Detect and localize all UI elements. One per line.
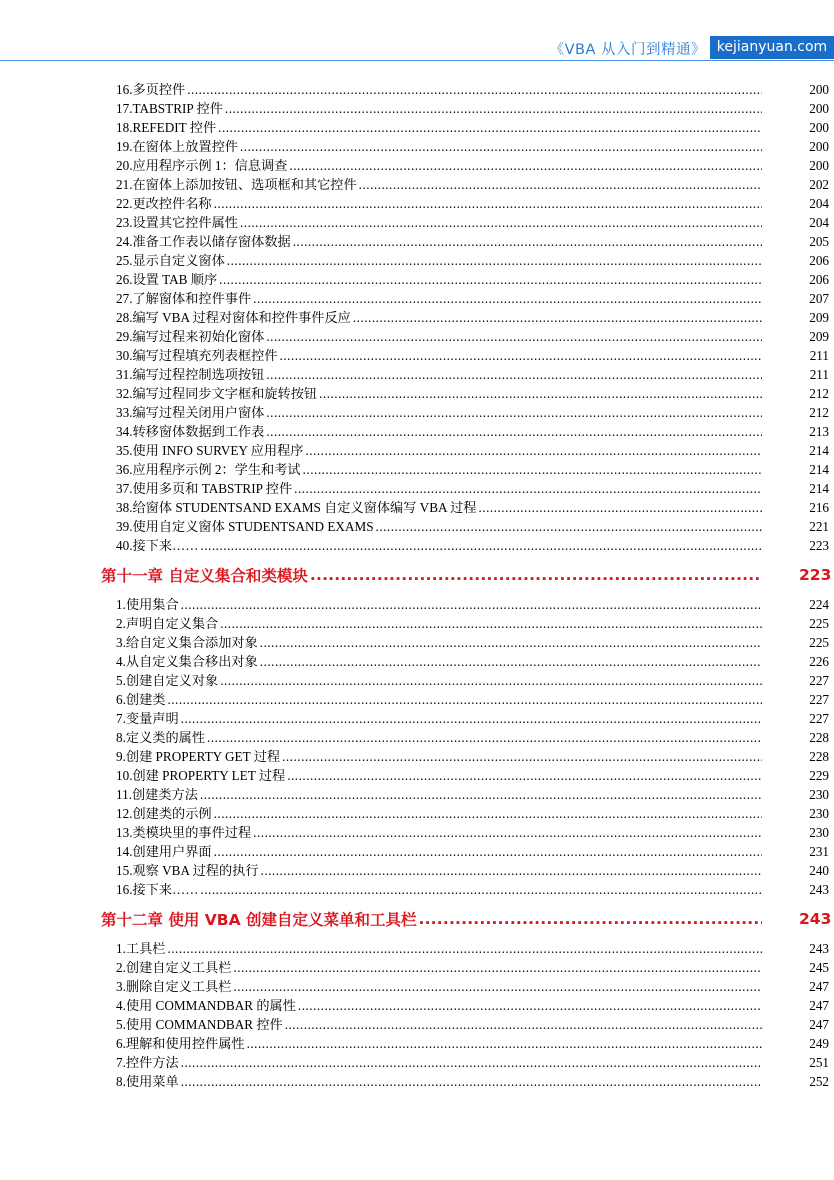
chapter-title: 第十一章 自定义集合和类模块 bbox=[101, 567, 308, 585]
leader-dots bbox=[220, 671, 762, 690]
leader-dots bbox=[353, 308, 762, 327]
toc-entry[interactable] bbox=[0, 517, 834, 536]
toc-entry[interactable] bbox=[0, 80, 834, 99]
header-divider bbox=[0, 60, 834, 61]
entry-page: 243 bbox=[809, 882, 829, 897]
toc-entry[interactable] bbox=[0, 441, 834, 460]
entry-page: 212 bbox=[809, 405, 829, 420]
entry-title: 39.使用自定义窗体 STUDENTSAND EXAMS bbox=[116, 519, 374, 534]
entry-page: 243 bbox=[809, 941, 829, 956]
toc-entry[interactable] bbox=[0, 614, 834, 633]
entry-title: 2.创建自定义工具栏 bbox=[116, 960, 232, 975]
entry-title: 5.创建自定义对象 bbox=[116, 673, 219, 688]
toc-entry[interactable] bbox=[0, 728, 834, 747]
entry-title: 4.使用 COMMANDBAR 的属性 bbox=[116, 998, 296, 1013]
entry-page: 249 bbox=[809, 1036, 829, 1051]
entry-page: 204 bbox=[809, 196, 829, 211]
chapter-page: 243 bbox=[799, 910, 832, 928]
entry-page: 214 bbox=[809, 481, 829, 496]
entry-title: 14.创建用户界面 bbox=[116, 844, 212, 859]
entry-page: 247 bbox=[809, 979, 829, 994]
toc-entry[interactable] bbox=[0, 137, 834, 156]
toc-entry[interactable] bbox=[0, 118, 834, 137]
leader-dots bbox=[214, 194, 762, 213]
toc-entry[interactable] bbox=[0, 766, 834, 785]
entry-title: 29.编写过程来初始化窗体 bbox=[116, 329, 265, 344]
toc-entry[interactable] bbox=[0, 842, 834, 861]
leader-dots bbox=[253, 823, 762, 842]
entry-page: 200 bbox=[809, 158, 829, 173]
leader-dots bbox=[200, 536, 762, 555]
leader-dots bbox=[181, 1053, 762, 1072]
leader-dots bbox=[359, 175, 762, 194]
leader-dots bbox=[305, 441, 762, 460]
entry-page: 226 bbox=[809, 654, 829, 669]
entry-title: 28.编写 VBA 过程对窗体和控件事件反应 bbox=[116, 310, 351, 325]
leader-dots bbox=[233, 958, 762, 977]
entry-page: 230 bbox=[809, 806, 829, 821]
entry-title: 34.转移窗体数据到工作表 bbox=[116, 424, 265, 439]
entry-title: 8.定义类的属性 bbox=[116, 730, 206, 745]
entry-title: 3.删除自定义工具栏 bbox=[116, 979, 232, 994]
table-of-contents bbox=[0, 80, 834, 1091]
toc-entry[interactable] bbox=[0, 823, 834, 842]
entry-title: 11.创建类方法 bbox=[116, 787, 198, 802]
toc-entry[interactable] bbox=[0, 880, 834, 899]
toc-entry[interactable] bbox=[0, 289, 834, 308]
entry-title: 25.显示自定义窗体 bbox=[116, 253, 225, 268]
toc-entry[interactable] bbox=[0, 460, 834, 479]
toc-entry[interactable] bbox=[0, 213, 834, 232]
toc-entry[interactable] bbox=[0, 403, 834, 422]
entry-page: 209 bbox=[809, 310, 829, 325]
entry-title: 3.给自定义集合添加对象 bbox=[116, 635, 258, 650]
leader-dots bbox=[285, 1015, 762, 1034]
toc-entry[interactable] bbox=[0, 479, 834, 498]
entry-title: 7.控件方法 bbox=[116, 1055, 179, 1070]
toc-entry[interactable] bbox=[0, 365, 834, 384]
leader-dots bbox=[214, 842, 762, 861]
leader-dots bbox=[181, 595, 762, 614]
entry-page: 225 bbox=[809, 616, 829, 631]
leader-dots bbox=[298, 996, 762, 1015]
entry-title: 5.使用 COMMANDBAR 控件 bbox=[116, 1017, 283, 1032]
entry-page: 211 bbox=[809, 367, 829, 382]
entry-page: 207 bbox=[809, 291, 829, 306]
leader-dots bbox=[294, 479, 762, 498]
entry-title: 31.编写过程控制选项按钮 bbox=[116, 367, 265, 382]
toc-entry[interactable] bbox=[0, 422, 834, 441]
leader-dots bbox=[282, 747, 762, 766]
entry-page: 224 bbox=[809, 597, 829, 612]
toc-entry[interactable] bbox=[0, 595, 834, 614]
toc-entry[interactable] bbox=[0, 747, 834, 766]
entry-page: 216 bbox=[809, 500, 829, 515]
toc-entry[interactable] bbox=[0, 709, 834, 728]
leader-dots bbox=[181, 709, 762, 728]
toc-entry[interactable] bbox=[0, 99, 834, 118]
toc-entry[interactable] bbox=[0, 1053, 834, 1072]
entry-page: 230 bbox=[809, 787, 829, 802]
entry-page: 251 bbox=[809, 1055, 829, 1070]
entry-page: 205 bbox=[809, 234, 829, 249]
entry-title: 16.多页控件 bbox=[116, 82, 186, 97]
entry-page: 225 bbox=[809, 635, 829, 650]
leader-dots bbox=[376, 517, 762, 536]
entry-title: 4.从自定义集合移出对象 bbox=[116, 654, 258, 669]
toc-entry[interactable] bbox=[0, 175, 834, 194]
entry-page: 223 bbox=[809, 538, 829, 553]
entry-page: 211 bbox=[809, 348, 829, 363]
entry-page: 228 bbox=[809, 749, 829, 764]
leader-dots bbox=[260, 652, 762, 671]
leader-dots bbox=[293, 232, 762, 251]
entry-title: 6.创建类 bbox=[116, 692, 166, 707]
toc-entry[interactable] bbox=[0, 536, 834, 555]
entry-page: 230 bbox=[809, 825, 829, 840]
entry-page: 227 bbox=[809, 711, 829, 726]
entry-title: 38.给窗体 STUDENTSAND EXAMS 自定义窗体编写 VBA 过程 bbox=[116, 500, 477, 515]
entry-title: 27.了解窗体和控件事件 bbox=[116, 291, 252, 306]
leader-dots bbox=[167, 690, 762, 709]
leader-dots bbox=[167, 939, 762, 958]
entry-title: 36.应用程序示例 2：学生和考试 bbox=[116, 462, 301, 477]
toc-entry[interactable] bbox=[0, 346, 834, 365]
toc-entry[interactable] bbox=[0, 633, 834, 652]
leader-dots bbox=[200, 785, 762, 804]
leader-dots bbox=[419, 910, 763, 928]
entry-page: 206 bbox=[809, 272, 829, 287]
leader-dots bbox=[225, 99, 762, 118]
entry-page: 213 bbox=[809, 424, 829, 439]
leader-dots bbox=[261, 861, 762, 880]
entry-title: 40.接下来…… bbox=[116, 538, 199, 553]
entry-page: 200 bbox=[809, 120, 829, 135]
entry-title: 16.接下来…… bbox=[116, 882, 199, 897]
entry-title: 18.REFEDIT 控件 bbox=[116, 120, 217, 135]
toc-entry[interactable] bbox=[0, 861, 834, 880]
leader-dots bbox=[266, 365, 762, 384]
leader-dots bbox=[227, 251, 762, 270]
leader-dots bbox=[280, 346, 762, 365]
entry-title: 8.使用菜单 bbox=[116, 1074, 179, 1089]
toc-entry[interactable] bbox=[0, 671, 834, 690]
entry-page: 247 bbox=[809, 1017, 829, 1032]
leader-dots bbox=[319, 384, 762, 403]
entry-page: 212 bbox=[809, 386, 829, 401]
entry-page: 200 bbox=[809, 139, 829, 154]
entry-title: 37.使用多页和 TABSTRIP 控件 bbox=[116, 481, 293, 496]
entry-page: 209 bbox=[809, 329, 829, 344]
entry-title: 9.创建 PROPERTY GET 过程 bbox=[116, 749, 281, 764]
leader-dots bbox=[247, 1034, 762, 1053]
entry-page: 227 bbox=[809, 692, 829, 707]
toc-entry[interactable] bbox=[0, 251, 834, 270]
entry-page: 221 bbox=[809, 519, 829, 534]
toc-entry[interactable] bbox=[0, 1034, 834, 1053]
chapter-title: 第十二章 使用 VBA 创建自定义菜单和工具栏 bbox=[101, 911, 417, 929]
site-badge: kejianyuan.com bbox=[710, 36, 834, 59]
entry-page: 252 bbox=[809, 1074, 829, 1089]
leader-dots bbox=[207, 728, 762, 747]
entry-title: 15.观察 VBA 过程的执行 bbox=[116, 863, 259, 878]
entry-title: 1.使用集合 bbox=[116, 597, 179, 612]
entry-page: 204 bbox=[809, 215, 829, 230]
toc-section-1 bbox=[0, 80, 834, 555]
leader-dots bbox=[478, 498, 762, 517]
toc-entry[interactable] bbox=[0, 1015, 834, 1034]
entry-page: 202 bbox=[809, 177, 829, 192]
entry-page: 229 bbox=[809, 768, 829, 783]
leader-dots bbox=[233, 977, 762, 996]
entry-title: 7.变量声明 bbox=[116, 711, 179, 726]
chapter-heading-12[interactable] bbox=[0, 899, 834, 939]
leader-dots bbox=[266, 403, 762, 422]
entry-page: 240 bbox=[809, 863, 829, 878]
leader-dots bbox=[220, 614, 762, 633]
leader-dots bbox=[240, 213, 762, 232]
leader-dots bbox=[219, 270, 762, 289]
leader-dots bbox=[260, 633, 762, 652]
book-title: 《VBA 从入门到精通》 bbox=[549, 42, 706, 58]
entry-title: 13.类模块里的事件过程 bbox=[116, 825, 252, 840]
entry-title: 10.创建 PROPERTY LET 过程 bbox=[116, 768, 286, 783]
leader-dots bbox=[303, 460, 762, 479]
chapter-page: 223 bbox=[799, 566, 832, 584]
toc-entry[interactable] bbox=[0, 384, 834, 403]
entry-title: 30.编写过程填充列表框控件 bbox=[116, 348, 278, 363]
leader-dots bbox=[187, 80, 762, 99]
toc-entry[interactable] bbox=[0, 308, 834, 327]
entry-title: 19.在窗体上放置控件 bbox=[116, 139, 238, 154]
entry-title: 1.工具栏 bbox=[116, 941, 166, 956]
toc-entry[interactable] bbox=[0, 958, 834, 977]
entry-title: 24.准备工作表以储存窗体数据 bbox=[116, 234, 291, 249]
entry-title: 35.使用 INFO SURVEY 应用程序 bbox=[116, 443, 304, 458]
entry-title: 21.在窗体上添加按钮、选项框和其它控件 bbox=[116, 177, 357, 192]
entry-title: 12.创建类的示例 bbox=[116, 806, 212, 821]
entry-page: 227 bbox=[809, 673, 829, 688]
leader-dots bbox=[266, 327, 762, 346]
entry-page: 228 bbox=[809, 730, 829, 745]
leader-dots bbox=[218, 118, 762, 137]
entry-page: 206 bbox=[809, 253, 829, 268]
entry-page: 214 bbox=[809, 443, 829, 458]
leader-dots bbox=[253, 289, 762, 308]
leader-dots bbox=[214, 804, 762, 823]
entry-page: 200 bbox=[809, 101, 829, 116]
toc-entry[interactable] bbox=[0, 327, 834, 346]
leader-dots bbox=[289, 156, 762, 175]
entry-page: 247 bbox=[809, 998, 829, 1013]
toc-section-3 bbox=[0, 939, 834, 1091]
entry-title: 33.编写过程关闭用户窗体 bbox=[116, 405, 265, 420]
toc-entry[interactable] bbox=[0, 939, 834, 958]
entry-title: 6.理解和使用控件属性 bbox=[116, 1036, 245, 1051]
entry-title: 2.声明自定义集合 bbox=[116, 616, 219, 631]
toc-entry[interactable] bbox=[0, 270, 834, 289]
toc-entry[interactable] bbox=[0, 652, 834, 671]
toc-entry[interactable] bbox=[0, 785, 834, 804]
entry-page: 245 bbox=[809, 960, 829, 975]
entry-title: 23.设置其它控件属性 bbox=[116, 215, 238, 230]
toc-entry[interactable] bbox=[0, 232, 834, 251]
leader-dots bbox=[287, 766, 762, 785]
entry-page: 231 bbox=[809, 844, 829, 859]
entry-page: 200 bbox=[809, 82, 829, 97]
entry-title: 17.TABSTRIP 控件 bbox=[116, 101, 223, 116]
toc-entry[interactable] bbox=[0, 977, 834, 996]
leader-dots bbox=[266, 422, 762, 441]
toc-entry[interactable] bbox=[0, 194, 834, 213]
entry-title: 32.编写过程同步文字框和旋转按钮 bbox=[116, 386, 318, 401]
leader-dots bbox=[310, 566, 762, 584]
leader-dots bbox=[240, 137, 762, 156]
toc-entry[interactable] bbox=[0, 690, 834, 709]
entry-page: 214 bbox=[809, 462, 829, 477]
toc-entry[interactable] bbox=[0, 498, 834, 517]
leader-dots bbox=[200, 880, 762, 899]
toc-entry[interactable] bbox=[0, 804, 834, 823]
chapter-heading-11[interactable] bbox=[0, 555, 834, 595]
entry-title: 26.设置 TAB 顺序 bbox=[116, 272, 218, 287]
toc-entry[interactable] bbox=[0, 156, 834, 175]
toc-entry[interactable] bbox=[0, 1072, 834, 1091]
toc-section-2 bbox=[0, 595, 834, 899]
entry-title: 20.应用程序示例 1：信息调查 bbox=[116, 158, 288, 173]
entry-title: 22.更改控件名称 bbox=[116, 196, 212, 211]
page-header bbox=[0, 36, 834, 62]
leader-dots bbox=[181, 1072, 762, 1091]
toc-entry[interactable] bbox=[0, 996, 834, 1015]
